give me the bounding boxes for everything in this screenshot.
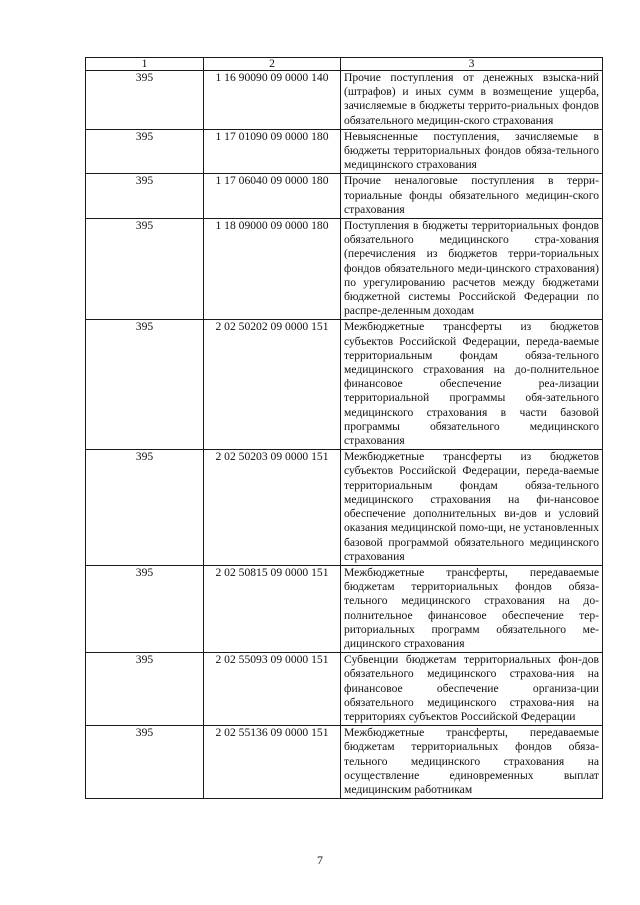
table-header-row xyxy=(86,58,603,71)
table-row xyxy=(86,71,603,130)
description-cell: Поступления в бюджеты территориальных фондов обязательного медицинского стра-хования (перечисления из бюджетов терри-ториальных фондов обязательного меди-цинского страхования) по урегулированию расчетов между бюджетами бюджетной системы Российской Федерации по распре-деленным доходам xyxy=(341,219,603,320)
budget-code-cell: 1 18 09000 09 0000 180 xyxy=(204,219,341,320)
table-row xyxy=(86,129,603,174)
description-cell: Субвенции бюджетам территориальных фон-дов обязательного медицинского страхова-ния на финансовое обеспечение организа-ции обязательного медицинского страхова-ния на территориях субъектов Российской Федерации xyxy=(341,653,603,726)
budget-code-cell: 2 02 55136 09 0000 151 xyxy=(204,726,341,799)
budget-code-cell: 1 17 06040 09 0000 180 xyxy=(204,174,341,219)
table-row xyxy=(86,653,603,726)
admin-code-cell: 395 xyxy=(86,653,204,726)
table-row xyxy=(86,174,603,219)
admin-code-cell: 395 xyxy=(86,71,204,130)
column-header-3: 3 xyxy=(341,58,603,71)
description-cell: Межбюджетные трансферты из бюджетов субъектов Российской Федерации, переда-ваемые территориальным фондам обяза-тельного медицинского страхования на до-полнительное финансовое обеспечение реа-лизации территориальной программы обя-зательного медицинского страхования в части базовой программы обязательного медицинского страхования xyxy=(341,320,603,450)
table-row xyxy=(86,320,603,450)
column-header-1: 1 xyxy=(86,58,204,71)
admin-code-cell: 395 xyxy=(86,219,204,320)
description-cell: Межбюджетные трансферты из бюджетов субъектов Российской Федерации, переда-ваемые территориальным фондам обяза-тельного медицинского страхования на фи-нансовое обеспечение дополнительных ви-дов и условий оказания медицинской помо-щи, не установленных базовой программой обязательного медицинского страхования xyxy=(341,450,603,566)
budget-code-cell: 2 02 50815 09 0000 151 xyxy=(204,565,341,652)
budget-codes-table xyxy=(85,57,603,799)
description-cell: Прочие поступления от денежных взыска-ний (штрафов) и иных сумм в возмещение ущерба, зачисляемые в бюджеты террито-риальных фондов обязательного медицин-ского страхования xyxy=(341,71,603,130)
table-row xyxy=(86,450,603,566)
budget-code-cell: 2 02 55093 09 0000 151 xyxy=(204,653,341,726)
admin-code-cell: 395 xyxy=(86,174,204,219)
budget-code-cell: 2 02 50202 09 0000 151 xyxy=(204,320,341,450)
admin-code-cell: 395 xyxy=(86,129,204,174)
column-header-2: 2 xyxy=(204,58,341,71)
description-cell: Прочие неналоговые поступления в терри-ториальные фонды обязательного медицин-ского страхования xyxy=(341,174,603,219)
admin-code-cell: 395 xyxy=(86,320,204,450)
admin-code-cell: 395 xyxy=(86,565,204,652)
description-cell: Невыясненные поступления, зачисляемые в бюджеты территориальных фондов обяза-тельного медицинского страхования xyxy=(341,129,603,174)
description-cell: Межбюджетные трансферты, передаваемые бюджетам территориальных фондов обяза-тельного медицинского страхования на до-полнительное финансовое обеспечение тер-риториальных программ обязательного ме-дицинского страхования xyxy=(341,565,603,652)
table-row xyxy=(86,219,603,320)
budget-code-cell: 1 17 01090 09 0000 180 xyxy=(204,129,341,174)
budget-code-cell: 2 02 50203 09 0000 151 xyxy=(204,450,341,566)
table-row xyxy=(86,565,603,652)
table-row xyxy=(86,726,603,799)
page-number: 7 xyxy=(317,853,323,867)
admin-code-cell: 395 xyxy=(86,726,204,799)
budget-code-cell: 1 16 90090 09 0000 140 xyxy=(204,71,341,130)
description-cell: Межбюджетные трансферты, передаваемые бюджетам территориальных фондов обяза-тельного медицинского страхования на осуществление единовременных выплат медицинским работникам xyxy=(341,726,603,799)
admin-code-cell: 395 xyxy=(86,450,204,566)
